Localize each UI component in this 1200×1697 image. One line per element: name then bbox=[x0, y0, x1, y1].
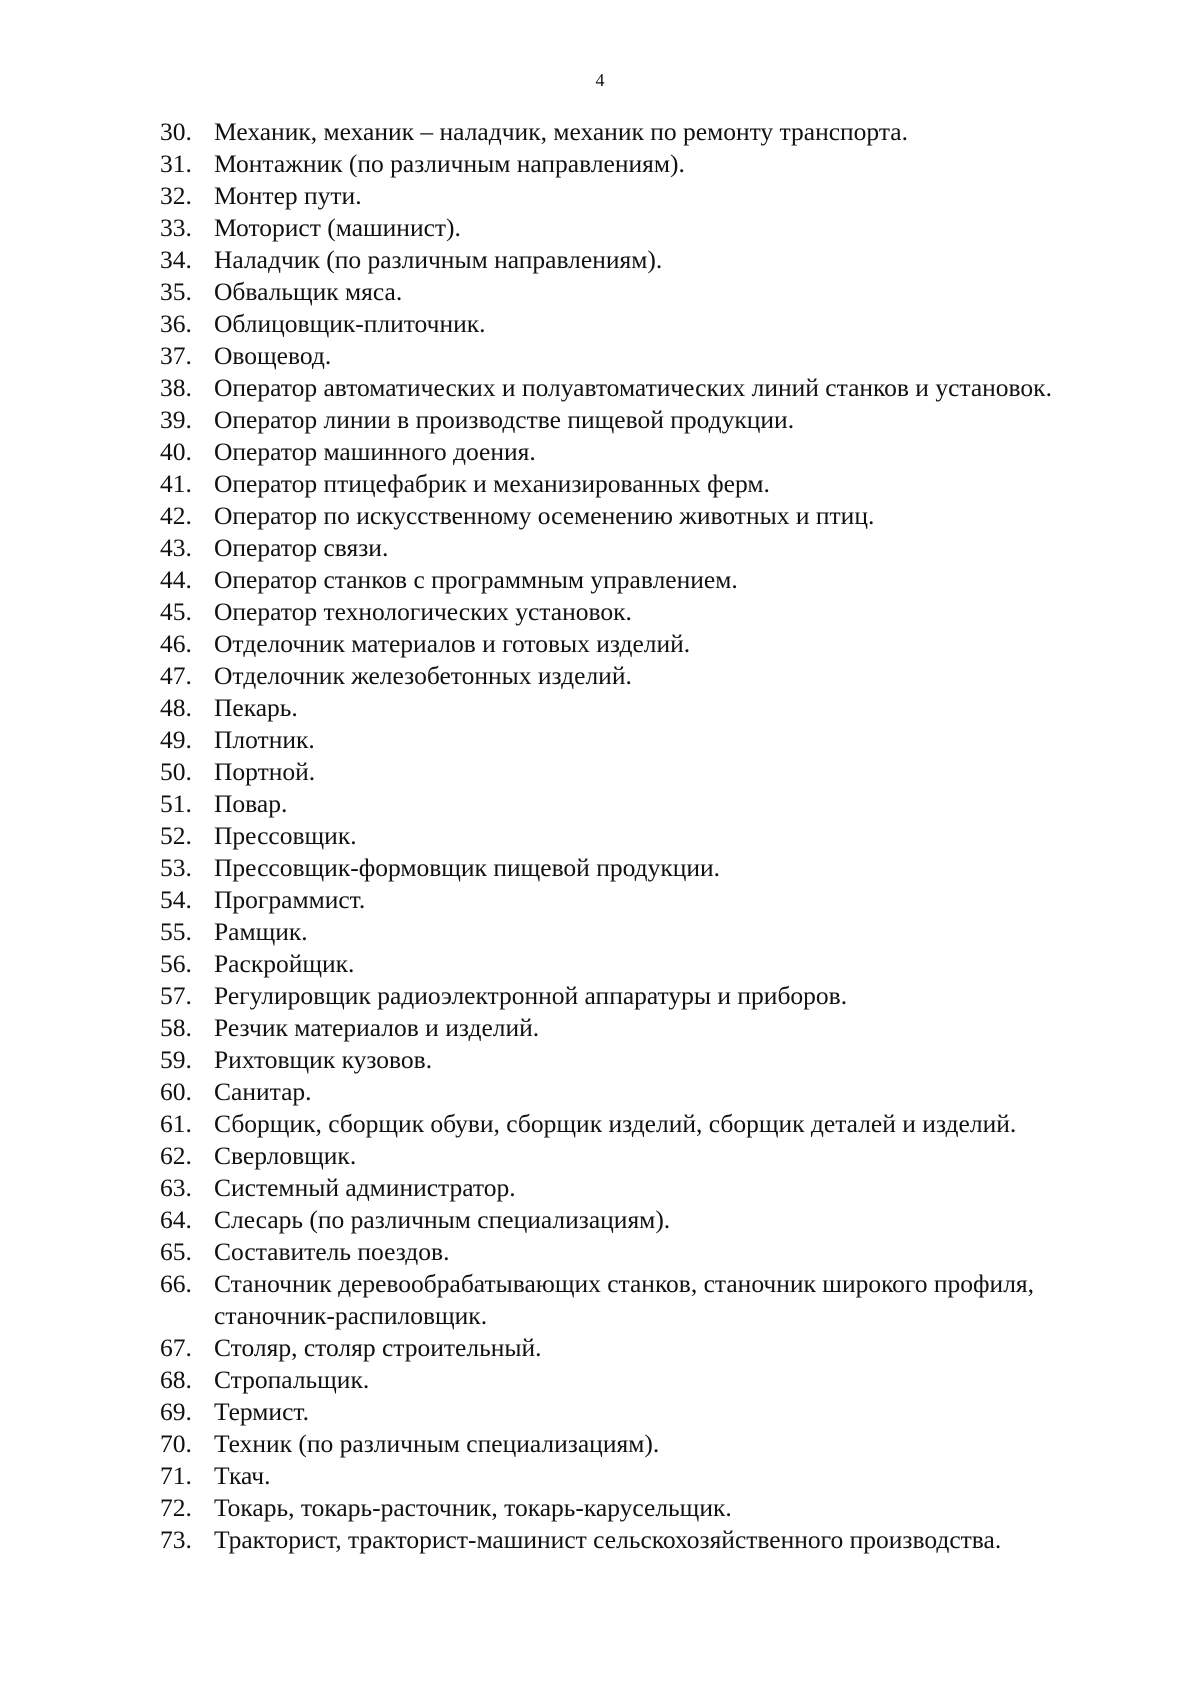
item-number: 58. bbox=[160, 1013, 192, 1042]
item-number: 63. bbox=[160, 1173, 192, 1202]
item-number: 62. bbox=[160, 1141, 192, 1170]
item-number: 54. bbox=[160, 885, 192, 914]
item-text: Оператор машинного доения. bbox=[214, 437, 536, 466]
item-number: 46. bbox=[160, 629, 192, 658]
list-item bbox=[160, 788, 1160, 820]
list-item bbox=[160, 1524, 1160, 1556]
item-number: 59. bbox=[160, 1045, 192, 1074]
item-text: Сборщик, сборщик обуви, сборщик изделий, сборщик деталей и изделий. bbox=[214, 1109, 1017, 1138]
item-text: Рихтовщик кузовов. bbox=[214, 1045, 433, 1074]
item-number: 65. bbox=[160, 1237, 192, 1266]
list-item bbox=[160, 884, 1160, 916]
item-text: Прессовщик. bbox=[214, 821, 357, 850]
item-number: 34. bbox=[160, 245, 192, 274]
item-text: Слесарь (по различным специализациям). bbox=[214, 1205, 671, 1234]
item-number: 50. bbox=[160, 757, 192, 786]
item-text: Токарь, токарь-расточник, токарь-карусельщик. bbox=[214, 1493, 732, 1522]
item-text: Стропальщик. bbox=[214, 1365, 370, 1394]
item-text: Техник (по различным специализациям). bbox=[214, 1429, 660, 1458]
item-text: Моторист (машинист). bbox=[214, 213, 461, 242]
list-item bbox=[160, 180, 1160, 212]
list-item bbox=[160, 1492, 1160, 1524]
item-number: 57. bbox=[160, 981, 192, 1010]
list-item bbox=[160, 1044, 1160, 1076]
list-item bbox=[160, 980, 1160, 1012]
list-item bbox=[160, 628, 1160, 660]
item-text: Плотник. bbox=[214, 725, 315, 754]
item-number: 69. bbox=[160, 1397, 192, 1426]
profession-list bbox=[160, 116, 1160, 1556]
item-text: Ткач. bbox=[214, 1461, 271, 1490]
item-number: 43. bbox=[160, 533, 192, 562]
item-text: Столяр, столяр строительный. bbox=[214, 1333, 542, 1362]
list-item bbox=[160, 564, 1160, 596]
item-number: 61. bbox=[160, 1109, 192, 1138]
item-text: Оператор технологических установок. bbox=[214, 597, 632, 626]
item-text: Монтажник (по различным направлениям). bbox=[214, 149, 685, 178]
item-text: Сверловщик. bbox=[214, 1141, 357, 1170]
list-item bbox=[160, 500, 1160, 532]
item-text: Наладчик (по различным направлениям). bbox=[214, 245, 663, 274]
list-item bbox=[160, 244, 1160, 276]
list-item bbox=[160, 116, 1160, 148]
list-item bbox=[160, 1332, 1160, 1364]
list-item bbox=[160, 692, 1160, 724]
item-number: 39. bbox=[160, 405, 192, 434]
list-item bbox=[160, 1108, 1160, 1140]
list-item bbox=[160, 1140, 1160, 1172]
item-number: 60. bbox=[160, 1077, 192, 1106]
item-number: 38. bbox=[160, 373, 192, 402]
list-item bbox=[160, 948, 1160, 980]
item-number: 31. bbox=[160, 149, 192, 178]
item-text: Раскройщик. bbox=[214, 949, 355, 978]
list-item bbox=[160, 660, 1160, 692]
item-text: Прессовщик-формовщик пищевой продукции. bbox=[214, 853, 721, 882]
item-text: Облицовщик-плиточник. bbox=[214, 309, 486, 338]
item-text: Овощевод. bbox=[214, 341, 332, 370]
item-text: Программист. bbox=[214, 885, 366, 914]
item-text: Оператор птицефабрик и механизированных ферм. bbox=[214, 469, 770, 498]
list-item bbox=[160, 756, 1160, 788]
list-item bbox=[160, 1012, 1160, 1044]
item-number: 45. bbox=[160, 597, 192, 626]
list-item bbox=[160, 1364, 1160, 1396]
item-text: Пекарь. bbox=[214, 693, 298, 722]
list-item bbox=[160, 820, 1160, 852]
item-number: 52. bbox=[160, 821, 192, 850]
item-text: Рамщик. bbox=[214, 917, 308, 946]
item-number: 64. bbox=[160, 1205, 192, 1234]
list-item bbox=[160, 148, 1160, 180]
item-number: 51. bbox=[160, 789, 192, 818]
list-item bbox=[160, 1428, 1160, 1460]
list-item bbox=[160, 1076, 1160, 1108]
item-text: Оператор автоматических и полуавтоматических линий станков и установок. bbox=[214, 373, 1052, 402]
list-item bbox=[160, 1172, 1160, 1204]
item-number: 30. bbox=[160, 117, 192, 146]
item-text: Механик, механик – наладчик, механик по ремонту транспорта. bbox=[214, 117, 908, 146]
item-text: Резчик материалов и изделий. bbox=[214, 1013, 540, 1042]
item-number: 55. bbox=[160, 917, 192, 946]
item-number: 37. bbox=[160, 341, 192, 370]
item-text: Оператор связи. bbox=[214, 533, 389, 562]
item-text: Обвальщик мяса. bbox=[214, 277, 403, 306]
list-item bbox=[160, 212, 1160, 244]
item-text: Станочник деревообрабатывающих станков, станочник широкого профиля, станочник-распиловщик. bbox=[214, 1269, 1035, 1330]
item-text: Оператор по искусственному осеменению животных и птиц. bbox=[214, 501, 875, 530]
list-item bbox=[160, 436, 1160, 468]
list-item bbox=[160, 372, 1160, 404]
list-item bbox=[160, 340, 1160, 372]
item-text: Отделочник железобетонных изделий. bbox=[214, 661, 632, 690]
item-number: 42. bbox=[160, 501, 192, 530]
list-item bbox=[160, 596, 1160, 628]
item-text: Системный администратор. bbox=[214, 1173, 516, 1202]
item-text: Оператор линии в производстве пищевой продукции. bbox=[214, 405, 795, 434]
page-number: 4 bbox=[595, 70, 605, 90]
item-number: 36. bbox=[160, 309, 192, 338]
item-text: Санитар. bbox=[214, 1077, 312, 1106]
item-text: Портной. bbox=[214, 757, 316, 786]
item-number: 56. bbox=[160, 949, 192, 978]
item-number: 68. bbox=[160, 1365, 192, 1394]
item-number: 53. bbox=[160, 853, 192, 882]
list-item bbox=[160, 404, 1160, 436]
item-text: Тракторист, тракторист-машинист сельскохозяйственного производства. bbox=[214, 1525, 1002, 1554]
item-number: 71. bbox=[160, 1461, 192, 1490]
item-number: 73. bbox=[160, 1525, 192, 1554]
item-number: 32. bbox=[160, 181, 192, 210]
item-number: 47. bbox=[160, 661, 192, 690]
item-number: 35. bbox=[160, 277, 192, 306]
list-item bbox=[160, 916, 1160, 948]
list-item bbox=[160, 1396, 1160, 1428]
item-number: 33. bbox=[160, 213, 192, 242]
item-text: Оператор станков с программным управлением. bbox=[214, 565, 738, 594]
list-item bbox=[160, 1268, 1160, 1332]
item-text: Термист. bbox=[214, 1397, 309, 1426]
list-item bbox=[160, 1236, 1160, 1268]
list-item bbox=[160, 724, 1160, 756]
item-number: 70. bbox=[160, 1429, 192, 1458]
item-text: Отделочник материалов и готовых изделий. bbox=[214, 629, 691, 658]
list-item bbox=[160, 1460, 1160, 1492]
item-number: 44. bbox=[160, 565, 192, 594]
item-number: 72. bbox=[160, 1493, 192, 1522]
list-item bbox=[160, 1204, 1160, 1236]
item-text: Регулировщик радиоэлектронной аппаратуры и приборов. bbox=[214, 981, 848, 1010]
item-text: Составитель поездов. bbox=[214, 1237, 450, 1266]
list-item bbox=[160, 468, 1160, 500]
item-text: Повар. bbox=[214, 789, 288, 818]
item-number: 67. bbox=[160, 1333, 192, 1362]
list-item bbox=[160, 852, 1160, 884]
list-item bbox=[160, 532, 1160, 564]
list-item bbox=[160, 276, 1160, 308]
item-number: 41. bbox=[160, 469, 192, 498]
item-number: 40. bbox=[160, 437, 192, 466]
item-number: 66. bbox=[160, 1269, 192, 1298]
item-text: Монтер пути. bbox=[214, 181, 362, 210]
item-number: 48. bbox=[160, 693, 192, 722]
item-number: 49. bbox=[160, 725, 192, 754]
list-item bbox=[160, 308, 1160, 340]
